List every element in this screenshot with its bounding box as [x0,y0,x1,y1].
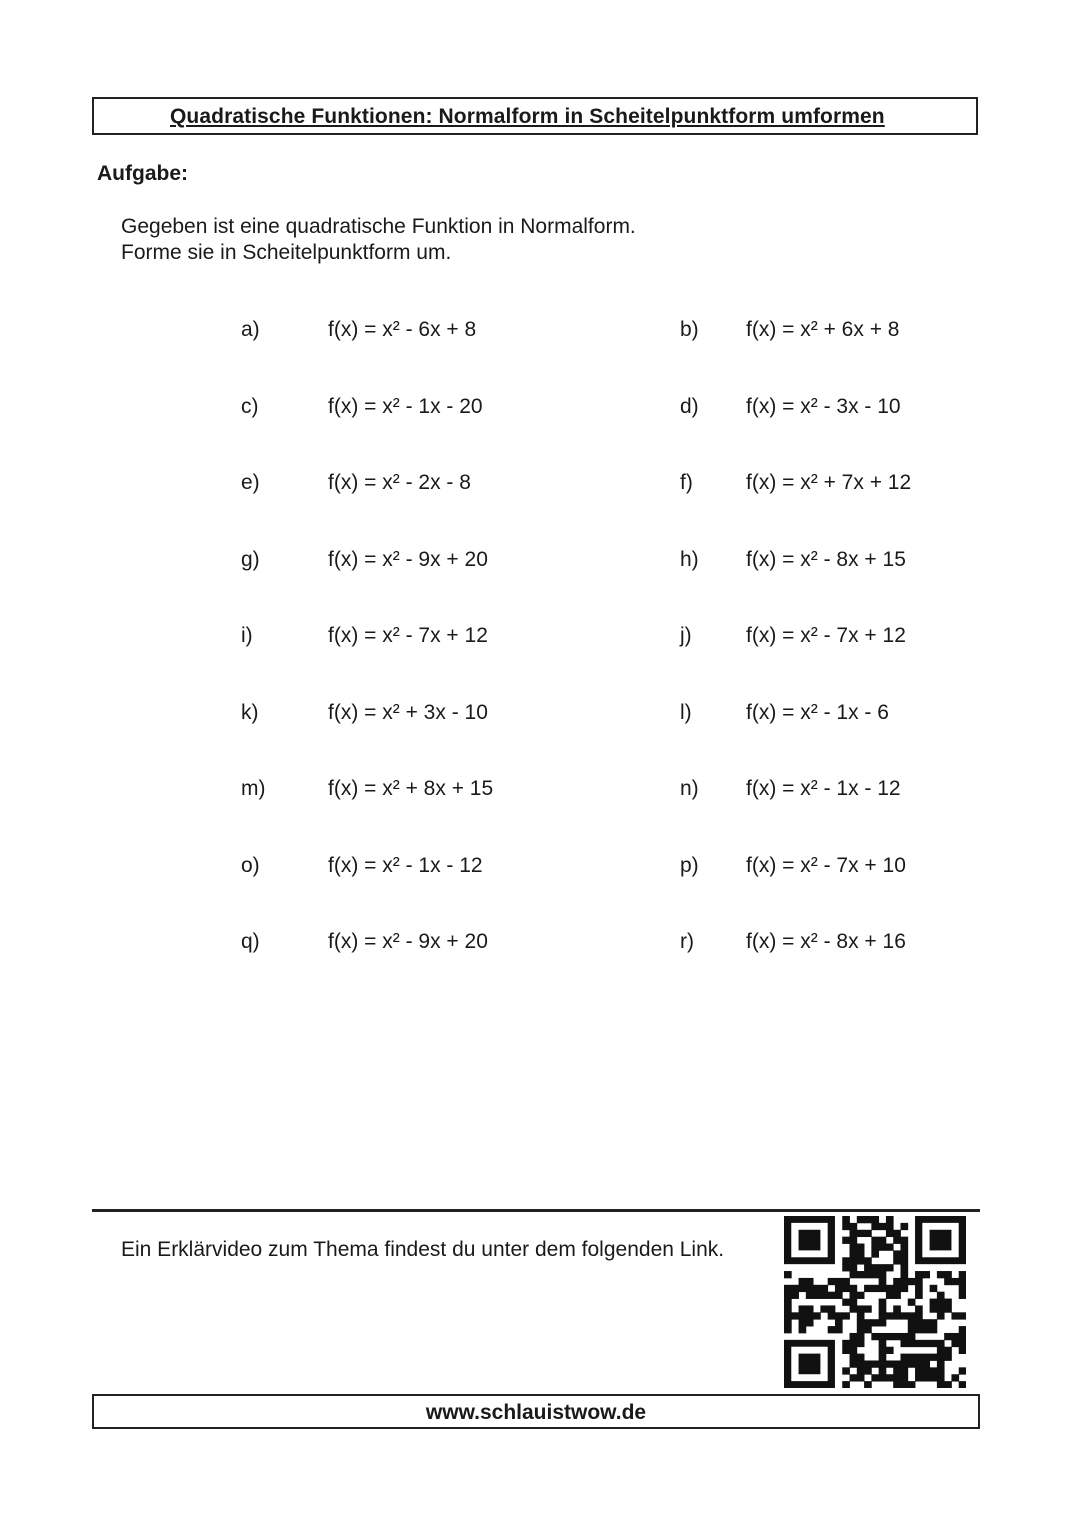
exercise-formula: f(x) = x² + 3x - 10 [328,701,488,724]
exercise-formula: f(x) = x² + 7x + 12 [746,471,912,494]
qr-code-icon[interactable] [784,1216,966,1388]
exercise-label: m) [241,777,266,800]
instruction-line-2: Forme sie in Scheitelpunktform um. [121,241,452,264]
exercise-label: g) [241,548,260,571]
video-hint: Ein Erklärvideo zum Thema findest du unter dem folgenden Link. [121,1238,725,1261]
exercise-formula: f(x) = x² + 6x + 8 [746,318,900,341]
exercise-label: r) [680,930,694,953]
website-link[interactable]: www.schlauistwow.de [425,1401,647,1424]
footer-box [92,1394,980,1429]
exercise-formula: f(x) = x² - 7x + 12 [746,624,906,647]
exercise-label: o) [241,854,260,877]
exercise-label: c) [241,395,259,418]
exercise-label: j) [680,624,692,647]
exercise-formula: f(x) = x² - 8x + 15 [746,548,906,571]
exercise-label: b) [680,318,699,341]
exercise-formula: f(x) = x² - 7x + 12 [328,624,488,647]
exercise-label: a) [241,318,260,341]
exercise-formula: f(x) = x² - 1x - 6 [746,701,889,724]
exercise-formula: f(x) = x² - 8x + 16 [746,930,906,953]
page-title: Quadratische Funktionen: Normalform in Scheitelpunktform umformen [170,105,885,128]
exercise-label: n) [680,777,699,800]
exercise-formula: f(x) = x² - 7x + 10 [746,854,906,877]
exercise-label: i) [241,624,253,647]
exercise-label: l) [680,701,692,724]
exercise-label: p) [680,854,699,877]
exercise-label: k) [241,701,259,724]
instruction-line-1: Gegeben ist eine quadratische Funktion in Normalform. [121,215,636,238]
exercise-label: f) [680,471,693,494]
exercise-formula: f(x) = x² - 1x - 12 [746,777,901,800]
exercise-formula: f(x) = x² - 1x - 20 [328,395,483,418]
exercise-formula: f(x) = x² - 9x + 20 [328,548,488,571]
exercise-label: e) [241,471,260,494]
exercise-label: d) [680,395,699,418]
exercise-formula: f(x) = x² + 8x + 15 [328,777,494,800]
exercise-label: q) [241,930,260,953]
exercise-formula: f(x) = x² - 6x + 8 [328,318,477,341]
exercise-formula: f(x) = x² - 9x + 20 [328,930,488,953]
footer-divider [92,1209,980,1212]
exercise-formula: f(x) = x² - 3x - 10 [746,395,901,418]
exercise-formula: f(x) = x² - 1x - 12 [328,854,483,877]
exercise-formula: f(x) = x² - 2x - 8 [328,471,471,494]
task-label: Aufgabe: [97,162,188,185]
exercise-label: h) [680,548,699,571]
